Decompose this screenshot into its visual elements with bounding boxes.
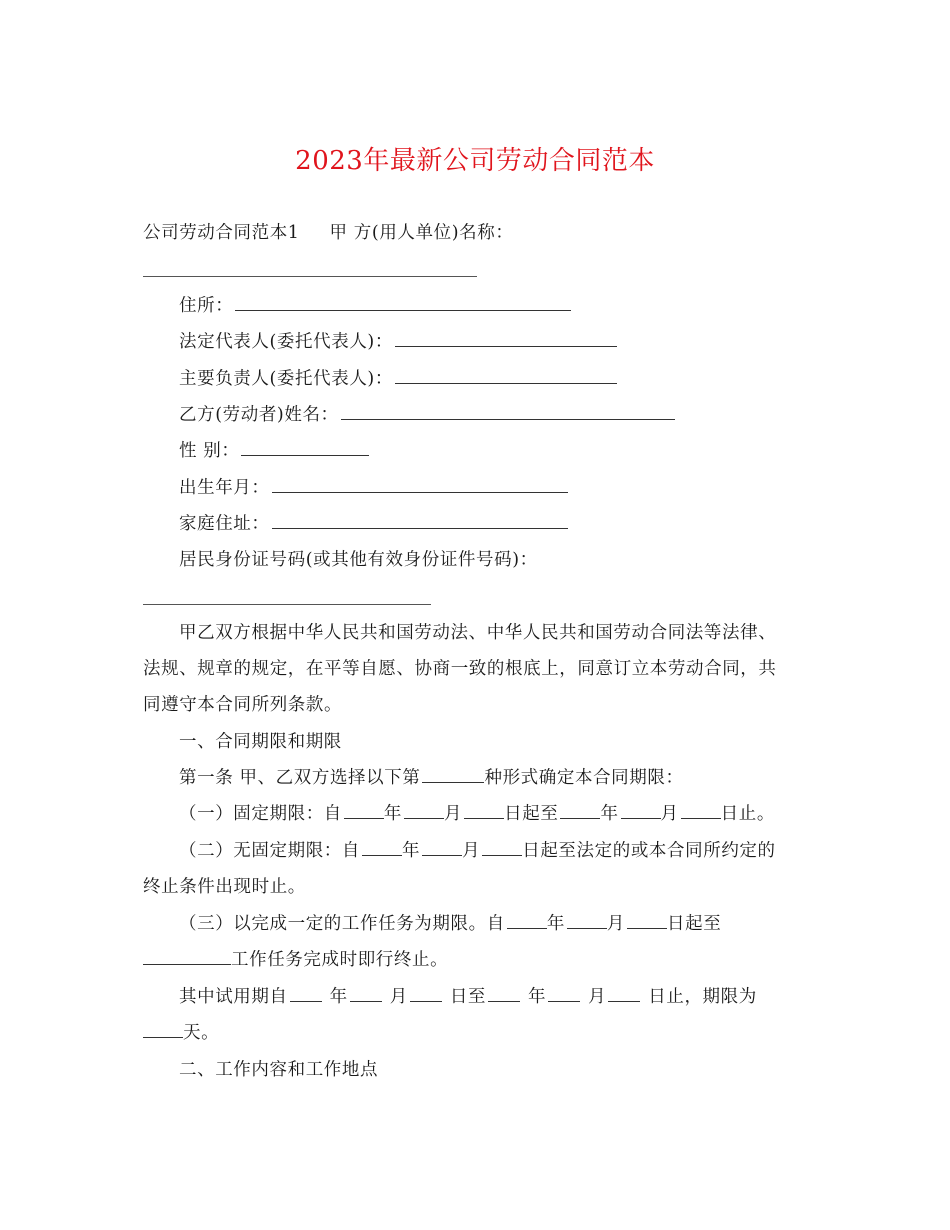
preamble-line-3: 同遵守本合同所列条款。	[143, 695, 343, 715]
open-day-blank	[482, 854, 522, 856]
section-2-title: 二、工作内容和工作地点	[179, 1060, 379, 1080]
contract-heading: 公司劳动合同范本1	[143, 223, 300, 243]
article-1	[179, 765, 684, 791]
preamble-line-2: 法规、规章的规定，在平等自愿、协商一致的根底上，同意订立本劳动合同，共	[143, 659, 777, 679]
home-address-label: 家庭住址：	[179, 514, 270, 534]
address-field	[179, 293, 571, 319]
probation-line-2	[143, 1020, 219, 1046]
probation-from-month-blank	[350, 1000, 382, 1002]
task-term-line2-text: 工作任务完成时即行终止。	[231, 950, 449, 970]
section-1-title: 一、合同期限和期限	[179, 732, 342, 752]
task-month-label: 月	[606, 914, 626, 934]
fixed-day-from-label: 日起至	[504, 804, 559, 824]
probation-from-year-blank	[290, 1000, 322, 1002]
probation-day-to-label: 日至	[449, 987, 487, 1007]
probation-day-end-label: 日止，期限为	[648, 987, 757, 1007]
party-b-name-label: 乙方(劳动者)姓名：	[179, 405, 339, 425]
fixed-from-day-blank	[464, 817, 504, 819]
task-year-label: 年	[546, 914, 565, 934]
probation-from-day-blank	[410, 1000, 442, 1002]
fixed-month-label: 月	[444, 804, 463, 824]
party-b-name-field	[179, 402, 675, 428]
open-term-line-2: 终止条件出现时止。	[143, 877, 306, 897]
probation-to-month-blank	[548, 1000, 580, 1002]
preamble-line-1: 甲乙双方根据中华人民共和国劳动法、中华人民共和国劳动合同法等法律、	[179, 623, 777, 643]
gender-blank	[241, 454, 369, 456]
task-term-rest: 日起至	[667, 914, 722, 934]
open-year-blank	[362, 854, 402, 856]
id-number-blank	[143, 604, 431, 605]
probation-month-label-2: 月	[588, 987, 607, 1007]
id-number-field	[179, 547, 538, 573]
fixed-to-day-blank	[681, 817, 721, 819]
task-day-blank	[627, 927, 667, 929]
fixed-year-label-2: 年	[600, 804, 619, 824]
open-year-label: 年	[402, 841, 421, 861]
open-month-blank	[422, 854, 462, 856]
document-title: 2023年最新公司劳动合同范本	[295, 146, 655, 176]
gender-field	[179, 438, 369, 464]
task-term-line-2	[143, 947, 448, 973]
party-a-label: 甲 方(用人单位)名称：	[329, 223, 514, 243]
task-term-line	[179, 911, 721, 937]
intro-line	[143, 220, 513, 246]
legal-rep-field	[179, 329, 617, 355]
probation-to-day-blank	[608, 1000, 640, 1002]
birth-field	[179, 475, 568, 501]
id-number-label: 居民身份证号码(或其他有效身份证件号码)：	[179, 550, 538, 570]
party-a-name-blank	[143, 276, 477, 277]
open-term-prefix: （二）无固定期限：自	[179, 841, 360, 861]
task-term-prefix: （三）以完成一定的工作任务为期限。自	[179, 914, 505, 934]
address-label: 住所：	[179, 296, 234, 316]
principal-blank	[395, 382, 617, 384]
fixed-to-month-blank	[621, 817, 661, 819]
principal-field	[179, 366, 617, 392]
probation-days-blank	[143, 1036, 183, 1038]
legal-rep-label: 法定代表人(委托代表人)：	[179, 332, 393, 352]
probation-year-label: 年	[329, 987, 348, 1007]
open-term-rest: 日起至法定的或本合同所约定的	[522, 841, 776, 861]
open-month-label: 月	[462, 841, 481, 861]
probation-to-year-blank	[488, 1000, 520, 1002]
probation-days-label: 天。	[183, 1023, 220, 1043]
home-address-field	[179, 511, 568, 537]
fixed-from-month-blank	[404, 817, 444, 819]
task-year-blank	[507, 927, 547, 929]
fixed-day-to-label: 日止。	[720, 804, 775, 824]
fixed-term-prefix: （一）固定期限：自	[179, 804, 342, 824]
party-b-name-blank	[341, 418, 675, 420]
fixed-to-year-blank	[560, 817, 600, 819]
task-end-blank	[143, 963, 231, 965]
probation-prefix: 其中试用期自	[179, 987, 288, 1007]
fixed-from-year-blank	[344, 817, 384, 819]
legal-rep-blank	[395, 345, 617, 347]
principal-label: 主要负责人(委托代表人)：	[179, 369, 393, 389]
address-blank	[235, 309, 571, 311]
home-address-blank	[272, 527, 568, 529]
probation-line	[179, 984, 757, 1010]
probation-month-label: 月	[389, 987, 408, 1007]
form-number-blank	[422, 781, 484, 783]
probation-year-label-2: 年	[528, 987, 547, 1007]
fixed-month-label-2: 月	[660, 804, 679, 824]
gender-label: 性 别：	[179, 441, 240, 461]
article-1-text-pre: 第一条 甲、乙双方选择以下第	[179, 768, 421, 788]
fixed-term-line	[179, 801, 775, 827]
fixed-year-label: 年	[383, 804, 403, 824]
task-month-blank	[567, 927, 607, 929]
article-1-text-post: 种形式确定本合同期限：	[484, 768, 684, 788]
birth-blank	[272, 491, 568, 493]
open-term-line	[179, 838, 776, 864]
birth-label: 出生年月：	[179, 478, 270, 498]
